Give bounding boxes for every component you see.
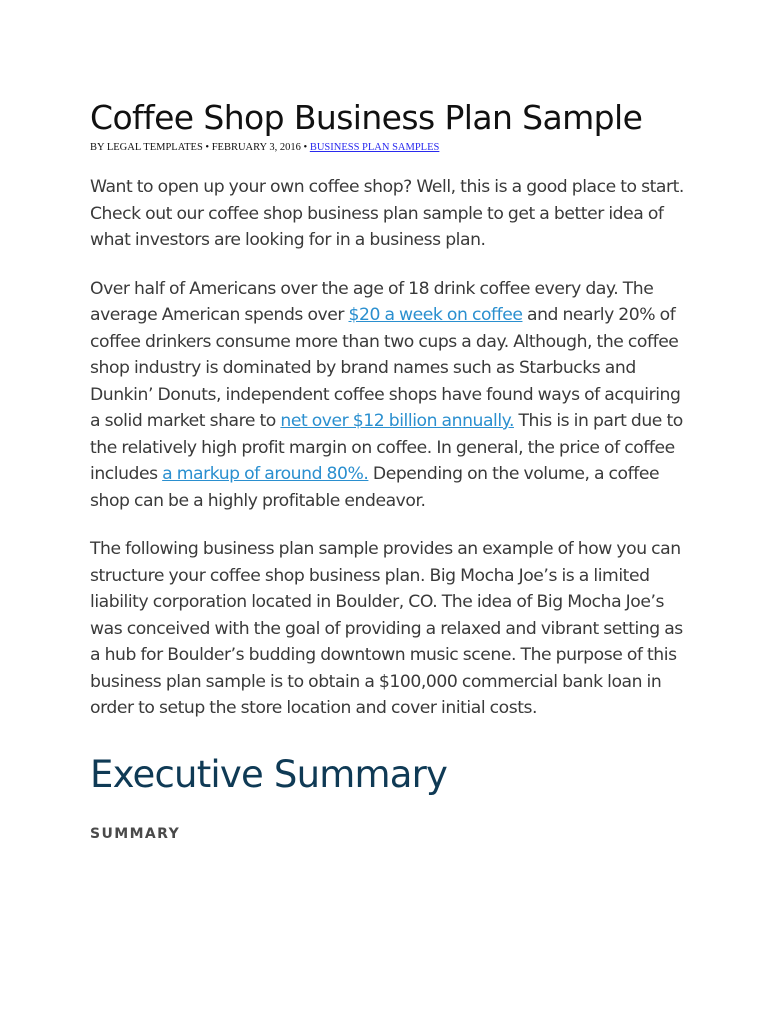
intro-paragraph: Want to open up your own coffee shop? Well, this is a good place to start. Check out our coffee shop business plan sample to get a better idea of what investors are looking for in a business plan. xyxy=(90,177,684,250)
article-byline xyxy=(90,141,690,155)
article-title: Coffee Shop Business Plan Sample xyxy=(90,98,643,137)
market-share-link[interactable]: net over $12 billion annually. xyxy=(280,411,514,431)
category-link[interactable]: BUSINESS PLAN SAMPLES xyxy=(309,142,440,153)
byline-text: BY LEGAL TEMPLATES • FEBRUARY 3, 2016 • xyxy=(90,142,310,153)
business-overview-paragraph: The following business plan sample provides an example of how you can structure your coffee shop business plan. Big Mocha Joe’s is a limited liability corporation located in Boulder, CO. The idea of Big Mocha Joe’s was conceived with the goal of providing a relaxed and vibrant setting as a hub for Boulder’s budding downtown music scene. The purpose of this business plan sample is to obtain a $100,000 commercial bank loan in order to setup the store location and cover initial costs. xyxy=(90,539,683,718)
summary-subheading: SUMMARY xyxy=(90,825,181,842)
executive-summary-heading: Executive Summary xyxy=(90,752,448,796)
markup-link[interactable]: a markup of around 80%. xyxy=(162,464,369,484)
statistics-paragraph xyxy=(90,276,690,515)
statistics-text-3: This is in part due to the relatively high profit margin on coffee. In general, the price of coffee includes xyxy=(90,411,683,484)
statistics-text-4: Depending on the volume, a coffee shop can be a highly profitable endeavor. xyxy=(90,464,660,511)
statistics-text-2: and nearly 20% of coffee drinkers consume more than two cups a day. Although, the coffee shop industry is dominated by brand names such as Starbucks and Dunkin’ Donuts, independent coffee shops have found ways of acquiring a solid market share to xyxy=(90,305,681,431)
statistics-text-1: Over half of Americans over the age of 18 drink coffee every day. The average American spends over xyxy=(90,278,654,325)
article xyxy=(90,96,690,844)
coffee-spending-link[interactable]: $20 a week on coffee xyxy=(348,305,523,325)
